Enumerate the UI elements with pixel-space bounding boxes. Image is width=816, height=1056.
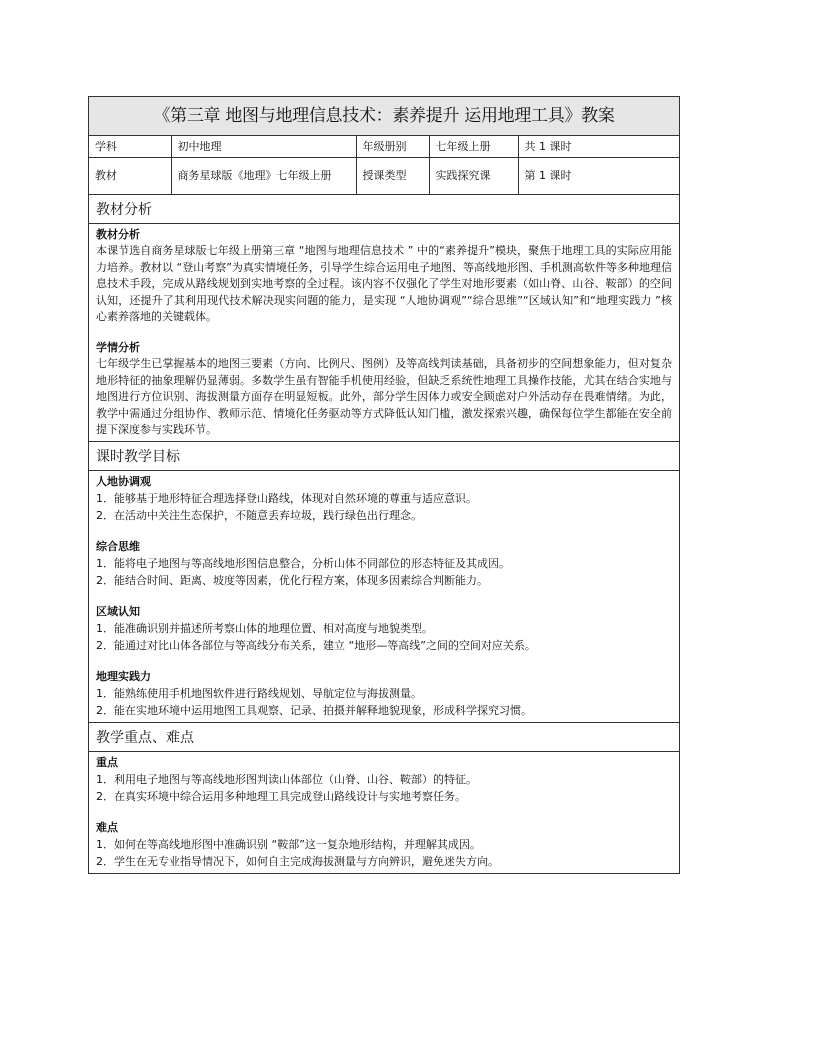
- info-value-textbook: 商务星球版《地理》七年级上册: [171, 158, 356, 195]
- info-label-lesson-type: 授课类型: [356, 158, 429, 195]
- section-material-analysis: [89, 195, 679, 442]
- section-teaching-goals: [89, 442, 679, 723]
- list-item: 2．能通过对比山体各部位与等高线分布关系，建立 “地形—等高线”之间的空间对应关系。: [96, 639, 536, 653]
- subheading-students: 学情分析: [96, 340, 140, 354]
- difficulty-title: 难点: [96, 820, 118, 834]
- info-table: [89, 136, 679, 195]
- lesson-plan-document: [88, 96, 680, 874]
- material-paragraph: 本课节选自商务星球版七年级上册第三章 “地图与地理信息技术 ” 中的“素养提升”模块，聚焦于地理工具的实际应用能力培养。教材以 “登山考察”为真实情境任务，引导学生综合运用电子地图、等高线地形图、手机测高软件等多种地理信息技术手段，完成从路线规划到实地考察的全过程。该内容不仅强化了学生对地形要素（如山脊、山谷、鞍部）的空间认知，还提升了其利用现代技术解决现实问题的能力，是实现 “人地协调观”“综合思维”“区域认知”和“地理实践力 ”核心素养落地的关键载体。: [96, 244, 672, 324]
- keypoint-title: 重点: [96, 755, 118, 769]
- info-row-textbook: [89, 158, 679, 195]
- info-value-lesson-number: 第 1 课时: [518, 158, 679, 195]
- info-row-subject: [89, 136, 679, 158]
- goal-title: 人地协调观: [96, 474, 151, 488]
- document-title: 《第三章 地图与地理信息技术：素养提升 运用地理工具》教案: [89, 97, 679, 136]
- list-item: 1．能准确识别并描述所考察山体的地理位置、相对高度与地貌类型。: [96, 621, 433, 635]
- list-item: 1．如何在等高线地形图中准确识别 “鞍部”这一复杂地形结构，并理解其成因。: [96, 837, 481, 851]
- students-paragraph: 七年级学生已掌握基本的地图三要素（方向、比例尺、图例）及等高线判读基础，具备初步的空间想象能力，但对复杂地形特征的抽象理解仍显薄弱。多数学生虽有智能手机使用经验，但缺乏系统性地理工具操作技能，尤其在结合实地与地图进行方位识别、海拔测量方面存在明显短板。此外，部分学生因体力或安全顾虑对户外活动存在畏难情绪。为此，教学中需通过分组协作、教师示范、情境化任务驱动等方式降低认知门槛，激发探索兴趣，确保每位学生都能在安全前提下深度参与实践环节。: [96, 356, 672, 437]
- list-item: 2．在真实环境中综合运用多种地理工具完成登山路线设计与实地考察任务。: [96, 790, 466, 804]
- list-item: 2．在活动中关注生态保护，不随意丢弃垃圾，践行绿色出行理念。: [96, 509, 422, 523]
- list-item: 2．学生在无专业指导情况下，如何自主完成海拔测量与方向辨识，避免迷失方向。: [96, 855, 499, 869]
- section-heading: 教材分析: [89, 195, 679, 224]
- info-value-total-hours: 共 1 课时: [518, 136, 679, 158]
- list-item: 1．能熟练使用手机地图软件进行路线规划、导航定位与海拔测量。: [96, 686, 422, 700]
- section-heading: 教学重点、难点: [89, 723, 679, 752]
- info-value-lesson-type: 实践探究课: [429, 158, 518, 195]
- subheading-material: 教材分析: [96, 228, 140, 241]
- list-item: 1．利用电子地图与等高线地形图判读山体部位（山脊、山谷、鞍部）的特征。: [96, 772, 477, 786]
- info-label-grade: 年级册别: [356, 136, 429, 158]
- goal-title: 地理实践力: [96, 669, 151, 683]
- list-item: 1．能将电子地图与等高线地形图信息整合，分析山体不同部位的形态特征及其成因。: [96, 556, 510, 570]
- info-value-grade: 七年级上册: [429, 136, 518, 158]
- goal-title: 综合思维: [96, 539, 140, 553]
- section-key-difficult-points: [89, 723, 679, 873]
- goal-title: 区域认知: [96, 604, 140, 618]
- info-label-textbook: 教材: [89, 158, 171, 195]
- list-item: 2．能在实地环境中运用地图工具观察、记录、拍摄并解释地貌现象，形成科学探究习惯。: [96, 704, 532, 718]
- info-value-subject: 初中地理: [171, 136, 356, 158]
- list-item: 2．能结合时间、距离、坡度等因素，优化行程方案，体现多因素综合判断能力。: [96, 574, 488, 588]
- info-label-subject: 学科: [89, 136, 171, 158]
- section-heading: 课时教学目标: [89, 442, 679, 471]
- list-item: 1．能够基于地形特征合理选择登山路线，体现对自然环境的尊重与适应意识。: [96, 491, 477, 505]
